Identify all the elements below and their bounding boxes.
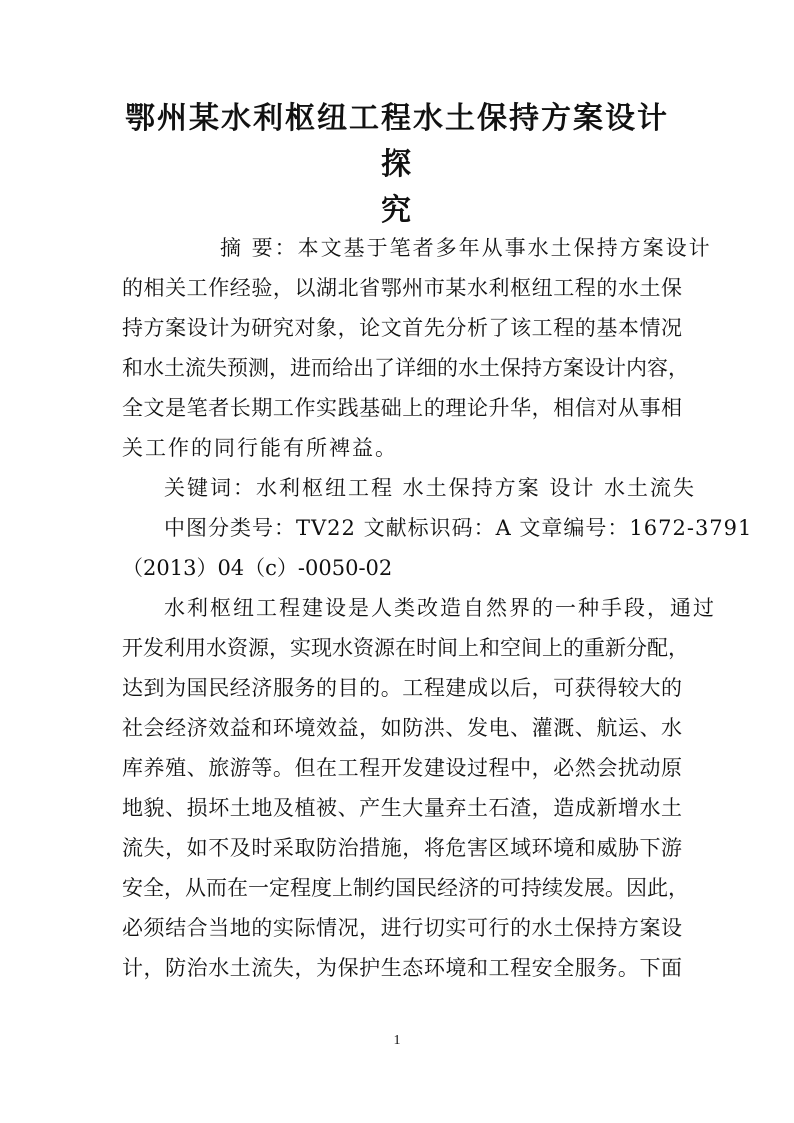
title-line-2: 究 bbox=[381, 193, 413, 228]
abstract-line: 全文是笔者长期工作实践基础上的理论升华，相信对从事相 bbox=[122, 396, 682, 420]
paragraph-line: 水利枢纽工程建设是人类改造自然界的一种手段，通过 bbox=[164, 596, 716, 620]
paragraph-line: 安全，从而在一定程度上制约国民经济的可持续发展。因此， bbox=[122, 876, 689, 900]
classification-line: 中图分类号：TV22 文献标识码：A 文章编号：1672-3791 bbox=[164, 516, 753, 540]
paragraph-line: 必须结合当地的实际情况，进行切实可行的水土保持方案设 bbox=[122, 916, 682, 940]
abstract-line: 持方案设计为研究对象，论文首先分析了该工程的基本情况 bbox=[122, 316, 682, 340]
title-line-1: 鄂州某水利枢纽工程水土保持方案设计探 bbox=[125, 101, 669, 182]
paragraph-line: 地貌、损坏土地及植被、产生大量弃土石渣，造成新增水土 bbox=[122, 796, 682, 820]
paragraph-line: 开发利用水资源，实现水资源在时间上和空间上的重新分配， bbox=[122, 636, 689, 660]
page-number: 1 bbox=[393, 1033, 401, 1048]
paragraph-line: 库养殖、旅游等。但在工程开发建设过程中，必然会扰动原 bbox=[122, 756, 682, 780]
document-body bbox=[122, 228, 753, 988]
document-title bbox=[120, 96, 674, 234]
paragraph-line: 流失，如不及时采取防治措施，将危害区域环境和威胁下游 bbox=[122, 836, 682, 860]
paragraph-line: 计，防治水土流失，为保护生态环境和工程安全服务。下面 bbox=[122, 956, 682, 980]
abstract-line: 和水土流失预测，进而给出了详细的水土保持方案设计内容， bbox=[122, 356, 689, 380]
classification-line: （2013）04（c）-0050-02 bbox=[122, 556, 393, 580]
abstract-line: 关工作的同行能有所裨益。 bbox=[122, 436, 398, 460]
paragraph-line: 达到为国民经济服务的目的。工程建成以后，可获得较大的 bbox=[122, 676, 682, 700]
abstract-line: 的相关工作经验，以湖北省鄂州市某水利枢纽工程的水土保 bbox=[122, 276, 682, 300]
paragraph-line: 社会经济效益和环境效益，如防洪、发电、灌溉、航运、水 bbox=[122, 716, 682, 740]
abstract-line: 摘 要：本文基于笔者多年从事水土保持方案设计 bbox=[220, 236, 712, 260]
keywords-line: 关键词：水利枢纽工程 水土保持方案 设计 水土流失 bbox=[164, 476, 697, 500]
